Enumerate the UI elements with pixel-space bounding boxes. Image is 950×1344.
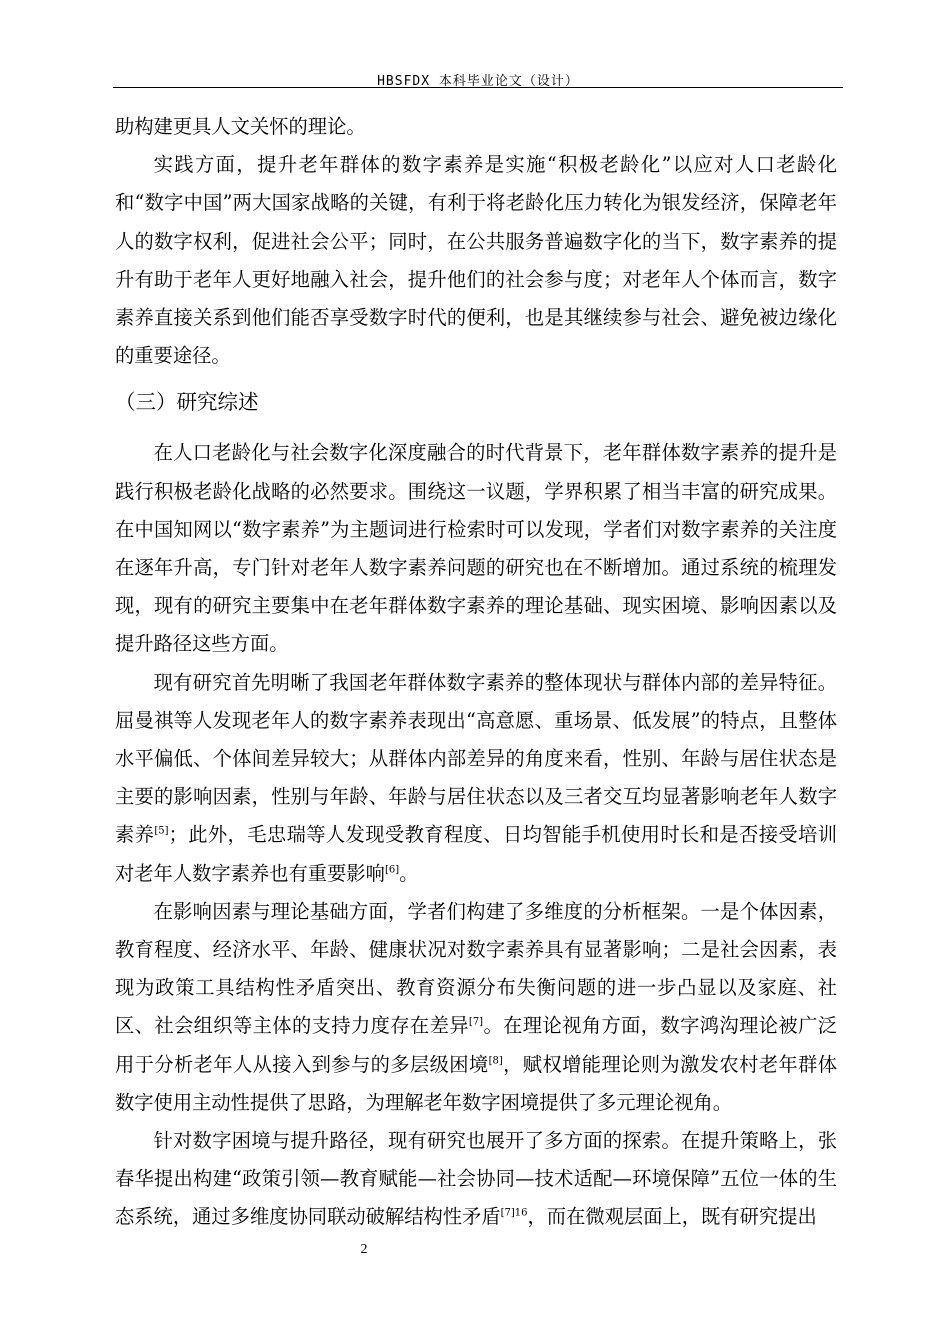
paragraph-1: 助构建更具人文关怀的理论。	[115, 115, 366, 138]
section-heading: （三）研究综述	[115, 390, 259, 415]
citation-7-page-16: [7]16	[500, 1208, 528, 1220]
header-rule	[113, 87, 843, 88]
citation-5: [5]	[154, 826, 169, 838]
paragraph-4-text-b: ；此外，毛忠瑞等人发现受教育程度、日均智能手机使用时长和是否接受培训对老年人数字素养也有重要影响	[115, 823, 838, 885]
paragraph-4	[115, 664, 837, 893]
paragraph-2: 实践方面，提升老年群体的数字素养是实施“积极老龄化”以应对人口老龄化和“数字中国”两大国家战略的关键，有利于将老龄化压力转化为银发经济，保障老年人的数字权利，促进社会公平；同时，在公共服务普遍数字化的当下，数字素养的提升有助于老年人更好地融入社会，提升他们的社会参与度；对老年人个体而言，数字素养直接关系到他们能否享受数字时代的便利，也是其继续参与社会、避免被边缘化的重要途径。	[115, 153, 837, 368]
page-number: 2	[360, 1242, 368, 1257]
citation-7: [7]	[468, 1017, 484, 1029]
paragraph-6	[115, 1122, 837, 1237]
paragraph-3: 在人口老龄化与社会数字化深度融合的时代背景下，老年群体数字素养的提升是践行积极老龄化战略的必然要求。围绕这一议题，学界积累了相当丰富的研究成果。在中国知网以“数字素养”为主题词进行检索时可以发现，学者们对数字素养的关注度在逐年升高，专门针对老年人数字素养问题的研究也在不断增加。通过系统的梳理发现，现有的研究主要集中在老年群体数字素养的理论基础、现实困境、影响因素以及提升路径这些方面。	[115, 441, 837, 656]
body-text	[115, 108, 837, 1237]
paragraph-5-text-a: 在影响因素与理论基础方面，学者们构建了多维度的分析框架。一是个体因素，教育程度、经济水平、年龄、健康状况对数字素养具有显著影响；二是社会因素，表现为政策工具结构性矛盾突出、教育资源分布失衡问题的进一步凸显以及家庭、社区、社会组织等主体的支持力度存在差异	[115, 899, 837, 1038]
running-header: HBSFDX 本科毕业论文（设计）	[377, 74, 579, 89]
citation-8: [8]	[488, 1055, 503, 1067]
paragraph-4-text-a: 现有研究首先明晰了我国老年群体数字素养的整体现状与群体内部的差异特征。屈曼祺等人发现老年人的数字素养表现出“高意愿、重场景、低发展”的特点，且整体水平偏低、个体间差异较大；从群体内部差异的角度来看，性别、年龄与居住状态是主要的影响因素，性别与年龄、年龄与居住状态以及三者交互均显著影响老年人数字素养	[115, 670, 837, 847]
paragraph-5	[115, 893, 837, 1122]
paragraph-6-text-b: ，而在微观层面上，既有研究提出	[527, 1205, 817, 1229]
citation-6: [6]	[384, 864, 400, 876]
paragraph-4-text-c: 。	[399, 861, 419, 885]
paragraph-5-text-c: ，赋权增能理论则为激发农村老年群体数字使用主动性提供了思路，为理解老年数字困境提供了多元理论视角。	[115, 1052, 838, 1114]
paragraph-5-text-b: 。在理论视角方面，数字鸿沟理论被广泛用于分析老年人从接入到参与的多层级困境	[115, 1014, 838, 1076]
paragraph-6-text-a: 针对数字困境与提升路径，现有研究也展开了多方面的探索。在提升策略上，张春华提出构建“政策引领—教育赋能—社会协同—技术适配—环境保障”五位一体的生态系统，通过多维度协同联动破解结构性矛盾	[115, 1129, 837, 1229]
